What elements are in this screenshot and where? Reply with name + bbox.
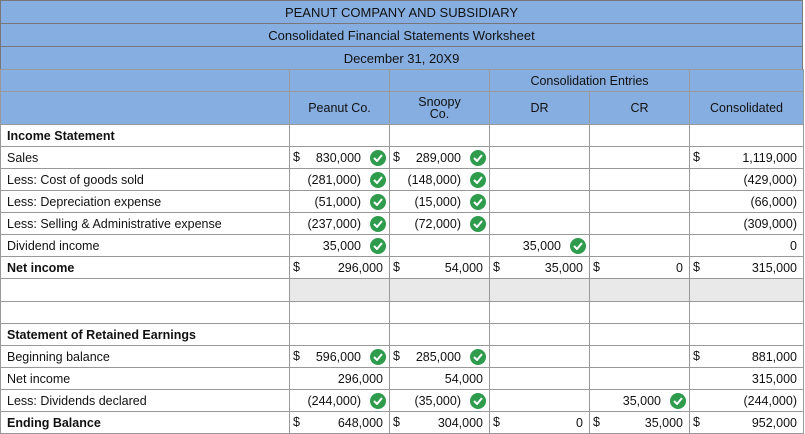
retained-row bbox=[1, 346, 804, 368]
income-row bbox=[1, 191, 804, 213]
cell-value: 35,000 bbox=[522, 238, 561, 253]
cell-dr[interactable] bbox=[490, 235, 590, 257]
income-row bbox=[1, 235, 804, 257]
check-icon bbox=[370, 194, 386, 210]
header-row-1 bbox=[1, 70, 804, 92]
cell-cr[interactable] bbox=[590, 368, 690, 390]
cell-dr[interactable] bbox=[490, 169, 590, 191]
row-label: Beginning balance bbox=[1, 346, 290, 368]
check-icon bbox=[370, 349, 386, 365]
spacer-row bbox=[1, 279, 804, 302]
cell-value: (237,000) bbox=[307, 216, 361, 231]
cell-dr[interactable] bbox=[490, 346, 590, 368]
cell-value: 0 bbox=[790, 238, 797, 253]
cell-con[interactable] bbox=[690, 147, 804, 169]
income-row bbox=[1, 169, 804, 191]
consolidation-entries-header: Consolidation Entries bbox=[490, 70, 690, 92]
income-row bbox=[1, 213, 804, 235]
cell-value: 315,000 bbox=[751, 371, 797, 386]
cell-p[interactable] bbox=[290, 147, 390, 169]
spacer-row bbox=[1, 302, 804, 324]
check-icon bbox=[570, 238, 586, 254]
cell-cr[interactable] bbox=[590, 257, 690, 279]
row-label: Net income bbox=[1, 257, 290, 279]
cell-dr[interactable] bbox=[490, 257, 590, 279]
cell-cr[interactable] bbox=[590, 412, 690, 434]
check-icon bbox=[470, 150, 486, 166]
row-label: Net income bbox=[1, 368, 290, 390]
cell-cr[interactable] bbox=[590, 213, 690, 235]
cell-value: (51,000) bbox=[314, 194, 361, 209]
cell-s[interactable] bbox=[390, 257, 490, 279]
cell-con[interactable] bbox=[690, 346, 804, 368]
cell-value: 0 bbox=[676, 260, 683, 275]
header-row-2 bbox=[1, 92, 804, 125]
check-icon bbox=[470, 216, 486, 232]
cell-value: (244,000) bbox=[743, 393, 797, 408]
currency-symbol: $ bbox=[493, 415, 500, 429]
row-label: Less: Dividends declared bbox=[1, 390, 290, 412]
retained-row bbox=[1, 390, 804, 412]
cell-dr[interactable] bbox=[490, 191, 590, 213]
cell-cr[interactable] bbox=[590, 191, 690, 213]
worksheet-table bbox=[0, 69, 804, 434]
currency-symbol: $ bbox=[493, 260, 500, 274]
cell-con[interactable] bbox=[690, 257, 804, 279]
cell-value: 830,000 bbox=[315, 150, 361, 165]
cell-value: 35,000 bbox=[622, 393, 661, 408]
cell-dr[interactable] bbox=[490, 147, 590, 169]
retained-row bbox=[1, 368, 804, 390]
company-title: PEANUT COMPANY AND SUBSIDIARY bbox=[0, 0, 803, 24]
dr-col-header: DR bbox=[490, 92, 590, 125]
cell-dr[interactable] bbox=[490, 412, 590, 434]
income-row bbox=[1, 257, 804, 279]
cell-con[interactable] bbox=[690, 390, 804, 412]
cell-dr[interactable] bbox=[490, 390, 590, 412]
cell-cr[interactable] bbox=[590, 390, 690, 412]
cell-p[interactable] bbox=[290, 390, 390, 412]
cell-value: 285,000 bbox=[415, 349, 461, 364]
cell-value: 35,000 bbox=[544, 260, 583, 275]
currency-symbol: $ bbox=[593, 260, 600, 274]
retained-row bbox=[1, 412, 804, 434]
check-icon bbox=[370, 172, 386, 188]
cell-value: 315,000 bbox=[751, 260, 797, 275]
currency-symbol: $ bbox=[693, 260, 700, 274]
row-label: Less: Cost of goods sold bbox=[1, 169, 290, 191]
cell-p[interactable] bbox=[290, 213, 390, 235]
cell-cr[interactable] bbox=[590, 346, 690, 368]
cell-value: 35,000 bbox=[644, 415, 683, 430]
currency-symbol: $ bbox=[293, 260, 300, 274]
cell-con[interactable] bbox=[690, 213, 804, 235]
currency-symbol: $ bbox=[393, 150, 400, 164]
cell-p[interactable] bbox=[290, 412, 390, 434]
cell-p[interactable] bbox=[290, 191, 390, 213]
cell-p[interactable] bbox=[290, 368, 390, 390]
cell-value: (148,000) bbox=[407, 172, 461, 187]
cell-value: 952,000 bbox=[751, 415, 797, 430]
currency-symbol: $ bbox=[693, 415, 700, 429]
cell-p[interactable] bbox=[290, 346, 390, 368]
cell-s[interactable] bbox=[390, 346, 490, 368]
row-label: Dividend income bbox=[1, 235, 290, 257]
cell-s[interactable] bbox=[390, 147, 490, 169]
cell-s[interactable] bbox=[390, 390, 490, 412]
cell-value: 296,000 bbox=[337, 260, 383, 275]
cell-con[interactable] bbox=[690, 368, 804, 390]
check-icon bbox=[370, 216, 386, 232]
cell-con[interactable] bbox=[690, 191, 804, 213]
cell-value: (72,000) bbox=[414, 216, 461, 231]
snoopy-col-header: Snoopy Co. bbox=[390, 92, 490, 125]
cell-con[interactable] bbox=[690, 169, 804, 191]
check-icon bbox=[470, 393, 486, 409]
cell-p[interactable] bbox=[290, 169, 390, 191]
check-icon bbox=[470, 194, 486, 210]
cell-value: 289,000 bbox=[415, 150, 461, 165]
peanut-col-header: Peanut Co. bbox=[290, 92, 390, 125]
cell-value: 54,000 bbox=[444, 371, 483, 386]
cell-value: 304,000 bbox=[437, 415, 483, 430]
cell-s[interactable] bbox=[390, 368, 490, 390]
cell-s[interactable] bbox=[390, 213, 490, 235]
currency-symbol: $ bbox=[593, 415, 600, 429]
check-icon bbox=[370, 393, 386, 409]
check-icon bbox=[370, 150, 386, 166]
currency-symbol: $ bbox=[393, 415, 400, 429]
worksheet-title: Consolidated Financial Statements Worksheet bbox=[0, 23, 803, 47]
cell-value: 1,119,000 bbox=[742, 150, 797, 165]
cell-p[interactable] bbox=[290, 257, 390, 279]
cell-value: 296,000 bbox=[337, 371, 383, 386]
income-row bbox=[1, 147, 804, 169]
cell-con[interactable] bbox=[690, 412, 804, 434]
cell-cr[interactable] bbox=[590, 235, 690, 257]
currency-symbol: $ bbox=[693, 150, 700, 164]
consolidated-col-header: Consolidated bbox=[690, 92, 804, 125]
cell-value: (15,000) bbox=[414, 194, 461, 209]
cell-dr[interactable] bbox=[490, 213, 590, 235]
retained-title-row bbox=[1, 324, 804, 346]
cell-value: (429,000) bbox=[743, 172, 797, 187]
worksheet-date: December 31, 20X9 bbox=[0, 46, 803, 70]
cell-value: 596,000 bbox=[315, 349, 361, 364]
row-label: Sales bbox=[1, 147, 290, 169]
row-label: Ending Balance bbox=[1, 412, 290, 434]
row-label: Less: Selling & Administrative expense bbox=[1, 213, 290, 235]
cell-s[interactable] bbox=[390, 169, 490, 191]
cell-value: (244,000) bbox=[307, 393, 361, 408]
currency-symbol: $ bbox=[293, 150, 300, 164]
check-icon bbox=[670, 393, 686, 409]
retained-earnings-title: Statement of Retained Earnings bbox=[1, 324, 290, 346]
cell-value: 648,000 bbox=[337, 415, 383, 430]
currency-symbol: $ bbox=[293, 415, 300, 429]
cell-cr[interactable] bbox=[590, 169, 690, 191]
check-icon bbox=[370, 238, 386, 254]
cell-value: 54,000 bbox=[444, 260, 483, 275]
cell-dr[interactable] bbox=[490, 368, 590, 390]
row-label: Less: Depreciation expense bbox=[1, 191, 290, 213]
cell-value: (35,000) bbox=[414, 393, 461, 408]
cell-value: 881,000 bbox=[751, 349, 797, 364]
cell-value: (281,000) bbox=[307, 172, 361, 187]
cell-value: 35,000 bbox=[322, 238, 361, 253]
currency-symbol: $ bbox=[293, 349, 300, 363]
cell-value: (309,000) bbox=[743, 216, 797, 231]
cell-s[interactable] bbox=[390, 412, 490, 434]
currency-symbol: $ bbox=[393, 349, 400, 363]
currency-symbol: $ bbox=[693, 349, 700, 363]
cell-s[interactable] bbox=[390, 235, 490, 257]
check-icon bbox=[470, 172, 486, 188]
check-icon bbox=[470, 349, 486, 365]
cell-s[interactable] bbox=[390, 191, 490, 213]
income-statement-title: Income Statement bbox=[1, 125, 290, 147]
income-title-row bbox=[1, 125, 804, 147]
cr-col-header: CR bbox=[590, 92, 690, 125]
cell-cr[interactable] bbox=[590, 147, 690, 169]
cell-value: 0 bbox=[576, 415, 583, 430]
cell-value: (66,000) bbox=[750, 194, 797, 209]
cell-p[interactable] bbox=[290, 235, 390, 257]
cell-con[interactable] bbox=[690, 235, 804, 257]
currency-symbol: $ bbox=[393, 260, 400, 274]
